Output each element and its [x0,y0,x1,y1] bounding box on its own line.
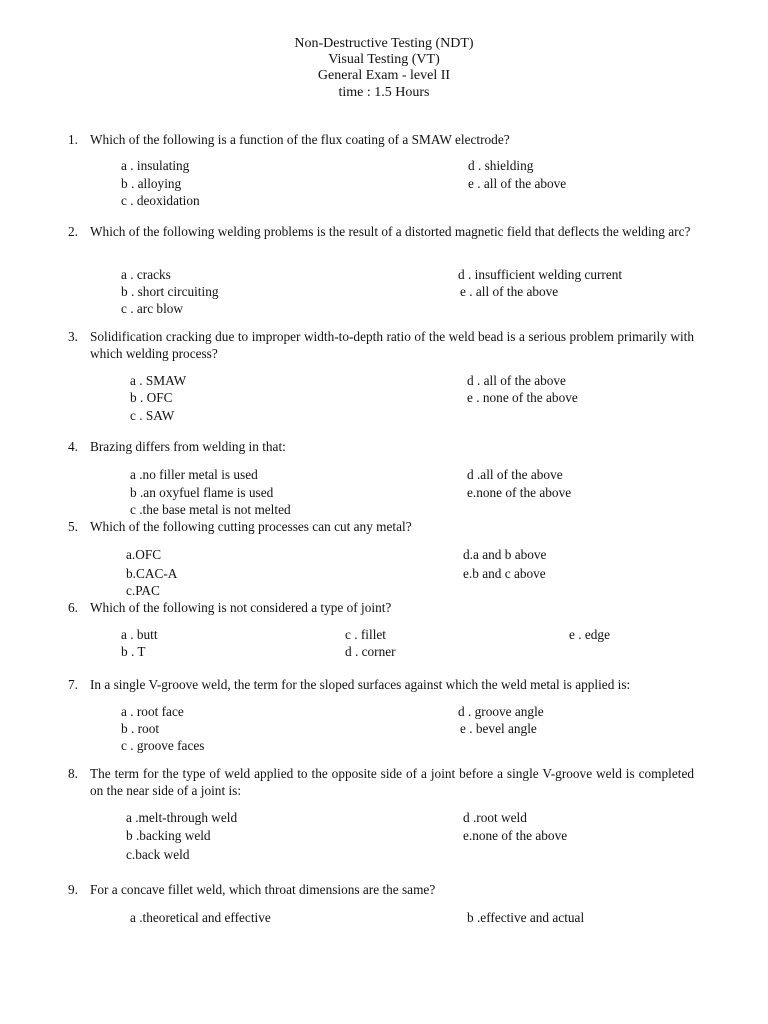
option-a: a . butt [121,627,158,642]
option-b: b.CAC-A [126,566,178,581]
option-c: c . SAW [130,408,175,423]
question-number: 5. [68,519,78,534]
option-d: d . insufficient welding current [458,267,623,282]
question-number: 4. [68,439,78,454]
option-b: b .an oxyfuel flame is used [130,485,274,500]
question-number: 2. [68,224,78,239]
option-b: b . OFC [130,390,173,405]
question-text: In a single V-groove weld, the term for the sloped surfaces against which the weld metal is applied is: [90,677,631,692]
option-c: c.PAC [126,583,160,598]
option-e: e . none of the above [467,390,578,405]
option-a: a . insulating [121,158,190,173]
option-e: e . edge [569,627,610,642]
question-number: 1. [68,132,78,147]
option-c: c.back weld [126,847,190,862]
question-text: Solidification cracking due to improper width-to-depth ratio of the weld bead is a serious problem primarily with which welding process? [90,329,694,361]
question-number: 8. [68,766,78,781]
question-number: 6. [68,600,78,615]
question-number: 3. [68,329,78,344]
option-b: b . short circuiting [121,284,219,299]
question-text: Which of the following is not considered a type of joint? [90,600,392,615]
option-b: b .effective and actual [467,910,585,925]
option-a: a . root face [121,704,184,719]
option-a: a . cracks [121,267,171,282]
question-text: Which of the following cutting processes can cut any metal? [90,519,412,534]
option-c: c . deoxidation [121,193,200,208]
question-text: For a concave fillet weld, which throat dimensions are the same? [90,882,436,897]
option-c: c .the base metal is not melted [130,502,291,517]
option-b: b . alloying [121,176,182,191]
option-a: a .no filler metal is used [130,467,258,482]
option-d: d . corner [345,644,396,659]
option-d: d . shielding [468,158,534,173]
option-d: d.a and b above [463,547,547,562]
question-number: 9. [68,882,78,897]
question-text: Brazing differs from welding in that: [90,439,286,454]
option-d: d .root weld [463,810,527,825]
option-d: d .all of the above [467,467,563,482]
option-b: b . T [121,644,146,659]
option-a: a .melt-through weld [126,810,238,825]
exam-level: General Exam - level II [317,68,451,83]
exam-time: time : 1.5 Hours [338,85,430,100]
option-e: e.none of the above [467,485,572,500]
exam-subtitle: Visual Testing (VT) [328,52,440,67]
question-number: 7. [68,677,78,692]
option-e: e . bevel angle [460,721,537,736]
option-e: e . all of the above [460,284,559,299]
option-b: b .backing weld [126,828,211,843]
exam-title: Non-Destructive Testing (NDT) [294,36,474,51]
option-a: a . SMAW [130,373,187,388]
question-text: Which of the following is a function of the flux coating of a SMAW electrode? [90,132,510,147]
question-text: The term for the type of weld applied to the opposite side of a joint before a single V-groove weld is completed on the near side of a joint is: [90,766,694,798]
option-b: b . root [121,721,160,736]
option-e: e.none of the above [463,828,568,843]
option-e: e.b and c above [463,566,546,581]
option-c: c . groove faces [121,738,205,753]
option-e: e . all of the above [468,176,567,191]
option-c: c . arc blow [121,301,184,316]
option-a: a.OFC [126,547,162,562]
option-d: d . groove angle [458,704,544,719]
option-c: c . fillet [345,627,386,642]
option-a: a .theoretical and effective [130,910,271,925]
question-text: Which of the following welding problems is the result of a distorted magnetic field that deflects the welding arc? [90,224,691,239]
option-d: d . all of the above [467,373,566,388]
